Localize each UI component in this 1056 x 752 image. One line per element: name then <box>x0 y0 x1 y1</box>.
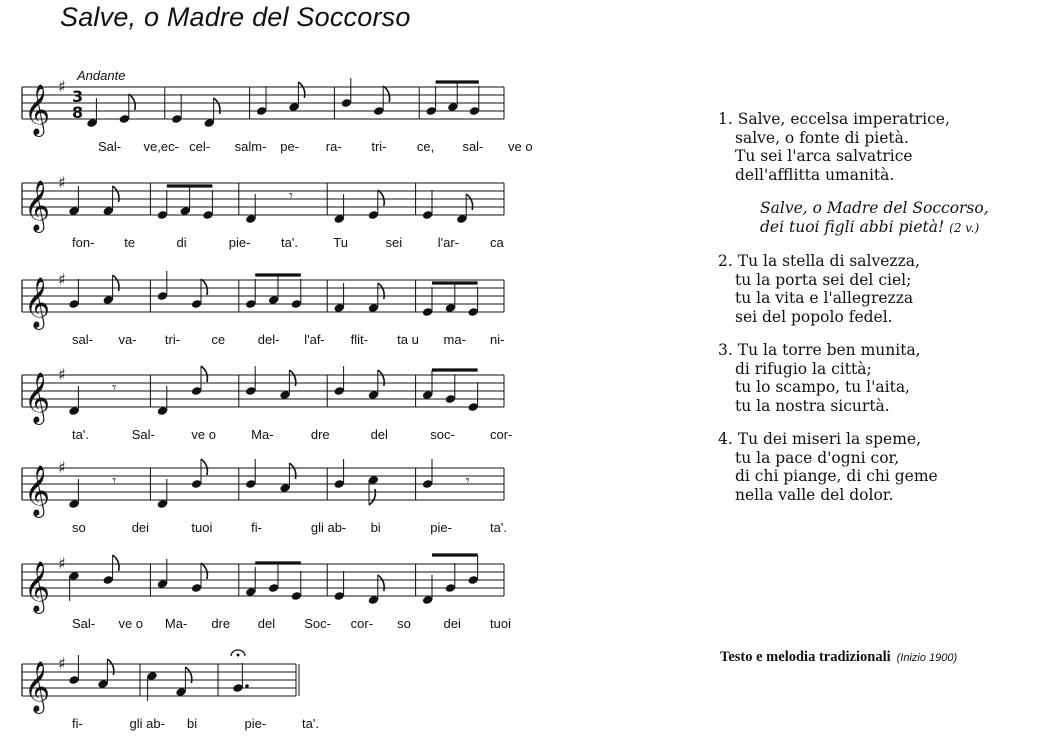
treble-clef-icon: 𝄞 <box>24 561 51 612</box>
refrain-line: Salve, o Madre del Soccorso, <box>760 199 989 217</box>
lyric-syllable: bi <box>370 520 381 535</box>
lyric-syllable: Ma- <box>251 427 274 442</box>
eighth-flag <box>201 459 207 475</box>
verse-line: tu lo scampo, tu l'aita, <box>735 378 910 396</box>
eighth-rest-icon: 𝄾 <box>289 186 293 205</box>
verse-line: tu la pace d'ogni cor, <box>735 448 900 467</box>
eighth-flag <box>289 370 295 386</box>
lyric-syllable: l'ar- <box>437 235 460 250</box>
lyric-syllable: Sal- <box>131 427 155 442</box>
lyric-syllable: Tu <box>333 235 348 250</box>
treble-clef-icon: 𝄞 <box>24 277 51 328</box>
credit-date: (Inizio 1900) <box>896 652 958 664</box>
verse-line: tu la vita e l'allegrezza <box>735 289 914 307</box>
song-title: Salve, o Madre del Soccorso <box>60 2 411 32</box>
lyric-syllable: dre <box>310 427 330 442</box>
lyric-syllable: sal- <box>462 139 484 154</box>
repeat-note: (2 v.) <box>949 220 980 235</box>
lyric-syllable: pie- <box>430 520 452 535</box>
lyric-syllable: del- <box>257 332 280 347</box>
lyric-syllable: te <box>124 235 136 250</box>
verse-line: salve, o fonte di pietà. <box>735 128 909 147</box>
lyric-syllable: bi <box>187 716 198 731</box>
lyric-syllable: Ma- <box>164 616 188 631</box>
staff-system-2 <box>0 153 520 243</box>
eighth-flag <box>201 366 207 382</box>
lyric-syllable: tri- <box>164 332 181 347</box>
eighth-flag <box>298 82 304 98</box>
eighth-rest-icon: 𝄾 <box>465 471 470 490</box>
verse-line: Tu sei l'arca salvatrice <box>735 147 913 165</box>
credits <box>720 649 957 666</box>
key-signature-sharp-icon: ♯ <box>58 365 66 384</box>
lyric-syllable: tri- <box>371 139 387 154</box>
lyric-syllable: ca <box>490 235 504 250</box>
lyric-syllable: dei <box>131 520 150 535</box>
lyric-syllable: pie- <box>244 716 267 731</box>
stanza-4 <box>718 430 989 504</box>
eighth-flag <box>378 575 384 591</box>
verse-line: nella valle del dolor. <box>735 485 894 504</box>
eighth-flag <box>129 94 135 110</box>
key-signature-sharp-icon: ♯ <box>58 270 66 289</box>
lyric-syllable: tuoi <box>490 616 511 631</box>
eighth-flag <box>378 190 384 206</box>
verse-line: Salve, eccelsa imperatrice, <box>737 110 950 128</box>
refrain <box>760 199 989 237</box>
lyric-syllable: cor- <box>350 616 374 631</box>
lyric-syllable: so <box>72 520 86 535</box>
eighth-flag <box>113 555 119 571</box>
lyric-syllable: ta'. <box>281 235 298 250</box>
lyric-syllable: ce, <box>416 139 435 154</box>
lyric-syllable: ra- <box>325 139 342 154</box>
lyric-syllable: sei <box>385 235 403 250</box>
lyric-syllable: ta'. <box>72 427 89 442</box>
stanza-2 <box>718 252 989 326</box>
lyric-syllable: so <box>397 616 411 631</box>
staff-system-6 <box>0 534 520 624</box>
key-signature-sharp-icon: ♯ <box>58 173 66 192</box>
stanza-1 <box>718 110 989 184</box>
lyric-syllable: flit- <box>350 332 368 347</box>
eighth-flag <box>378 283 384 299</box>
key-signature-sharp-icon: ♯ <box>58 458 66 477</box>
lyric-syllable: ce <box>211 332 226 347</box>
key-signature-sharp-icon: ♯ <box>58 77 66 96</box>
lyric-syllable: fi- <box>72 716 83 731</box>
lyric-syllable: Sal- <box>98 139 122 154</box>
eighth-flag <box>107 659 113 675</box>
eighth-flag <box>369 489 375 505</box>
lyric-syllable: ve o <box>118 616 144 631</box>
lyric-syllable: cel- <box>189 139 211 154</box>
stanza-number: 1. <box>718 110 733 128</box>
stanza-number: 3. <box>718 341 733 359</box>
treble-clef-icon: 𝄞 <box>24 465 51 516</box>
verse-line: tu la porta sei del ciel; <box>735 270 912 289</box>
lyric-syllable: tuoi <box>191 520 213 535</box>
lyric-syllable: ta u <box>397 332 419 347</box>
verse-line: Tu la torre ben munita, <box>737 341 921 359</box>
dot <box>245 684 249 688</box>
eighth-flag <box>289 463 295 479</box>
lyric-syllable: gli ab- <box>129 716 165 731</box>
verses-column <box>718 110 989 519</box>
lyric-syllable: ve o <box>191 427 216 442</box>
lyric-syllable: pe- <box>280 139 300 154</box>
verse-line: dell'afflitta umanità. <box>735 165 895 184</box>
verse-line: di chi piange, di chi geme <box>735 467 938 485</box>
eighth-flag <box>383 86 389 102</box>
staff-system-7 <box>0 634 520 724</box>
lyric-syllable: ve o <box>508 139 533 154</box>
staff-system-3 <box>0 250 520 340</box>
lyric-syllable: ma- <box>443 332 466 347</box>
eighth-rest-icon: 𝄾 <box>112 378 117 397</box>
eighth-flag <box>113 186 119 202</box>
eighth-rest-icon: 𝄾 <box>112 471 117 490</box>
key-signature-sharp-icon: ♯ <box>58 554 66 573</box>
verse-line: di rifugio la città; <box>735 359 872 378</box>
lyric-syllable: gli ab- <box>310 520 347 535</box>
lyric-syllable: l'af- <box>304 332 325 347</box>
lyric-syllable: ni- <box>490 332 505 347</box>
verse-line: Tu dei miseri la speme, <box>737 430 922 448</box>
lyric-syllable: fon- <box>72 235 95 250</box>
eighth-flag <box>466 194 472 210</box>
eighth-flag <box>201 563 207 579</box>
stanza-number: 4. <box>718 430 733 448</box>
treble-clef-icon: 𝄞 <box>24 661 51 712</box>
lyric-syllable: pie- <box>228 235 251 250</box>
key-signature-sharp-icon: ♯ <box>58 654 66 673</box>
stanza-3 <box>718 341 989 415</box>
fermata-dot <box>237 654 240 657</box>
lyric-syllable: sal- <box>72 332 93 347</box>
staff-system-4 <box>0 345 520 435</box>
lyric-syllable: soc- <box>430 427 455 442</box>
time-signature-top: 3 <box>72 87 84 106</box>
treble-clef-icon: 𝄞 <box>24 84 51 135</box>
lyric-syllable: Sal- <box>72 616 96 631</box>
lyric-syllable: Soc- <box>304 616 331 631</box>
lyric-syllable: dei <box>443 616 461 631</box>
lyric-syllable: cor- <box>490 427 513 442</box>
eighth-flag <box>378 370 384 386</box>
treble-clef-icon: 𝄞 <box>24 372 51 423</box>
staff-system-1 <box>0 57 520 147</box>
refrain-line: dei tuoi figli abbi pietà! <box>760 217 945 236</box>
lyric-syllable: del <box>370 427 388 442</box>
lyric-syllable: dre <box>211 616 231 631</box>
eighth-flag <box>214 98 220 114</box>
lyric-syllable: di <box>176 235 187 250</box>
staff-system-5 <box>0 438 520 528</box>
eighth-flag <box>201 279 207 295</box>
verse-line: tu la nostra sicurtà. <box>735 396 890 415</box>
verse-line: sei del popolo fedel. <box>735 307 893 326</box>
eighth-flag <box>185 667 191 683</box>
credit-text: Testo e melodia tradizionali <box>720 649 891 665</box>
time-signature-bottom: 8 <box>72 103 84 122</box>
stanza-number: 2. <box>718 252 733 270</box>
lyric-syllable: ta'. <box>490 520 507 535</box>
lyric-syllable: ve,ec- <box>143 139 179 154</box>
lyric-syllable: salm- <box>234 139 267 154</box>
tempo-marking: Andante <box>77 68 126 83</box>
lyric-syllable: va- <box>118 332 137 347</box>
lyric-syllable: ta'. <box>302 716 319 731</box>
lyric-syllable: fi- <box>251 520 262 535</box>
treble-clef-icon: 𝄞 <box>24 180 51 231</box>
verse-line: Tu la stella di salvezza, <box>737 252 920 270</box>
lyric-syllable: del <box>257 616 276 631</box>
eighth-flag <box>113 275 119 291</box>
